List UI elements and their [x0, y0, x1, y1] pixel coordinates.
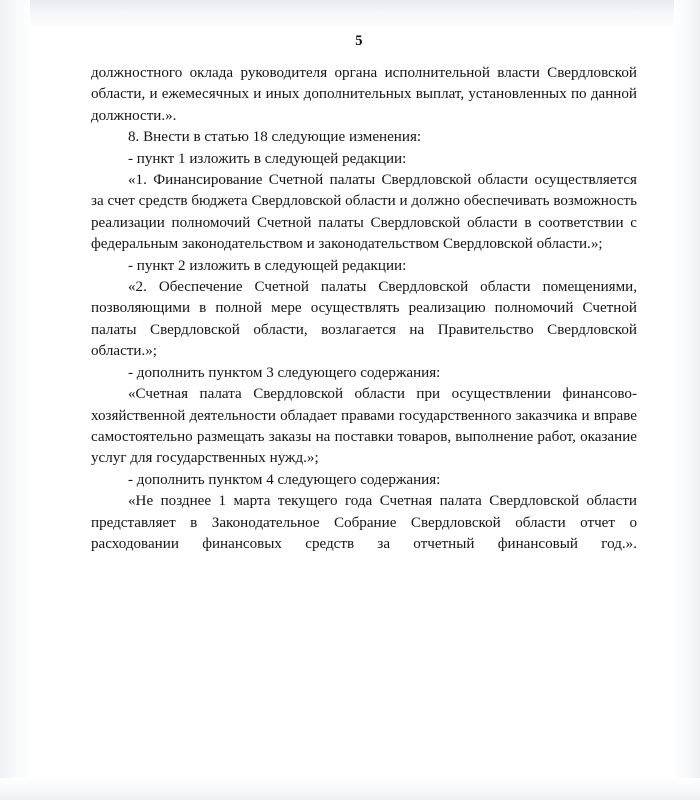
para-quote-3-procurement: «Счетная палата Свердловской области при осуществлении финансово-хозяйственной деятельности обладает правами государственного заказчика и вправе самостоятельно размещать заказы на поставки товаров, выполнение работ, оказание услуг для государственных нужд.»;	[91, 386, 637, 467]
para-quote-2-premises: «2. Обеспечение Счетной палаты Свердловской области помещениями, позволяющими в полной мере осуществлять реализацию полномочий Счетной палаты Свердловской области, возлагается на Правительство Свердловской области.»;	[91, 279, 637, 360]
para-subitem-4-lead: - дополнить пунктом 4 следующего содержания:	[128, 471, 441, 488]
para-continuation-salary: должностного оклада руководителя органа исполнительной власти Свердловской области, и ежемесячных и иных дополнительных выплат, установленных по данной должности.».	[91, 65, 637, 124]
page-number: 5	[355, 33, 363, 49]
para-item-8: 8. Внести в статью 18 следующие изменения:	[128, 129, 422, 146]
para-subitem-2-lead: - пункт 2 изложить в следующей редакции:	[128, 257, 407, 274]
para-quote-4-report: «Не позднее 1 марта текущего года Счетная палата Свердловской области представляет в Законодательное Собрание Свердловской области отчет о расходовании финансовых средств за отчетный финансовый год.».	[91, 493, 637, 552]
document-body-text	[91, 63, 637, 555]
para-subitem-1-lead: - пункт 1 изложить в следующей редакции:	[128, 150, 407, 167]
para-quote-1-financing: «1. Финансирование Счетной палаты Свердловской области осуществляется за счет средств бюджета Свердловской области и должно обеспечивать возможность реализации полномочий Счетной палаты Свердловской области в соответствии с федеральным законодательством и законодательством Свердловской области.»;	[91, 172, 637, 253]
para-subitem-3-lead: - дополнить пунктом 3 следующего содержания:	[128, 364, 441, 381]
